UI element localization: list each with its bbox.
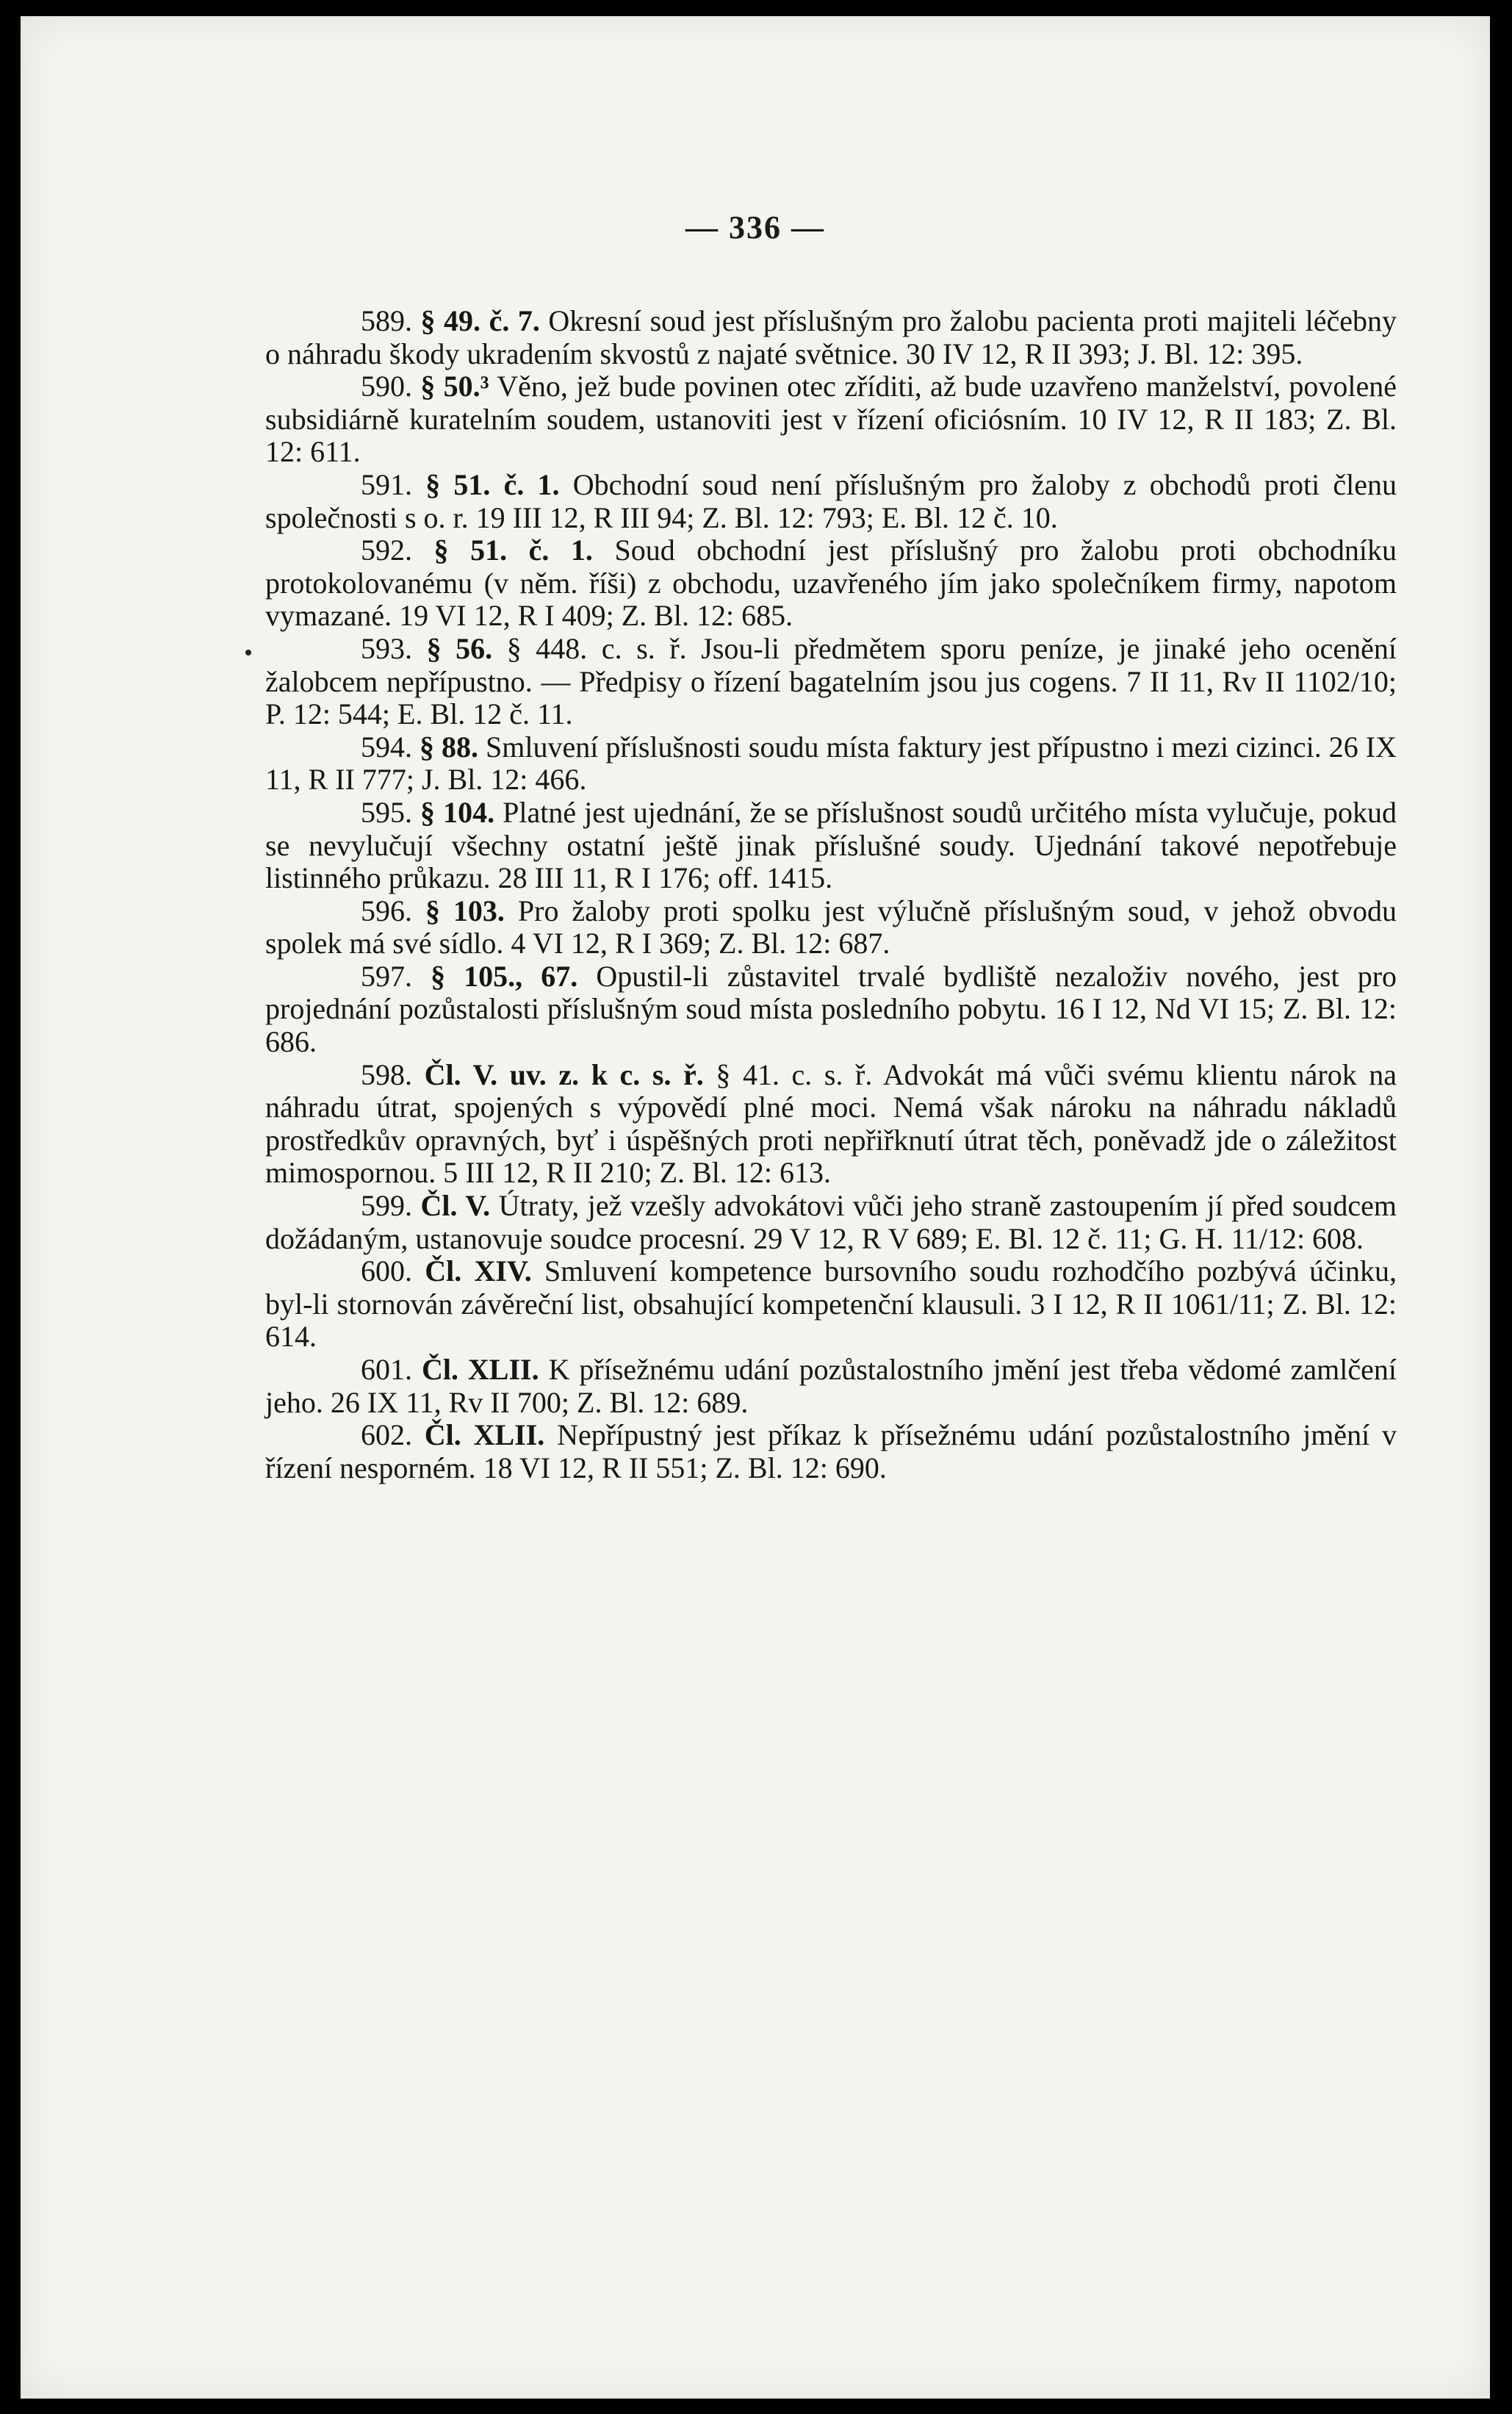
entry-reference: Čl. V. uv. z. k c. s. ř.	[424, 1057, 704, 1091]
entry-text: § 41. c. s. ř. Advokát má vůči svému klientu nárok na náhradu útrat, spojených s výpovědí plné moci. Nemá však nároku na náhradu nákladů prostředkův opravných, byť i úspěšných proti nepřiřknutí útrat těch, poněvadž jde o záležitost mimospornou. 5 III 12, R II 210; Z. Bl. 12: 613.	[265, 1057, 1397, 1190]
entry-594	[265, 731, 1397, 797]
entry-number: 602.	[361, 1418, 412, 1452]
entry-text: Soud obchodní jest příslušný pro žalobu proti obchodníku protokolovanému (v něm. říši) z obchodu, uzavřeného jím jako společníkem firmy, napotom vymazané. 19 VI 12, R I 409; Z. Bl. 12: 685.	[265, 534, 1397, 633]
book-page	[21, 16, 1490, 2399]
entry-number: 591.	[361, 467, 412, 501]
entry-number: 601.	[361, 1353, 412, 1386]
entry-text: K přísežnému udání pozůstalostního jmění jest třeba vědomé zamlčení jeho. 26 IX 11, Rv II 700; Z. Bl. 12: 689.	[265, 1353, 1397, 1419]
entry-reference: § 49. č. 7.	[420, 304, 540, 337]
entry-number: 600.	[361, 1254, 412, 1288]
entry-reference: § 50.³	[420, 370, 489, 403]
entry-reference: § 88.	[420, 730, 479, 764]
entry-reference: § 51. č. 1.	[433, 534, 593, 567]
entry-number: 589.	[361, 304, 412, 337]
entry-number: 595.	[361, 795, 412, 829]
entry-590	[265, 370, 1397, 469]
entry-number: 599.	[361, 1189, 412, 1223]
entry-592	[265, 534, 1397, 633]
margin-mark	[245, 650, 251, 655]
entry-number: 597.	[361, 959, 412, 993]
entry-reference: Čl. XLII.	[424, 1418, 545, 1452]
page-number: — 336 —	[685, 209, 825, 245]
entry-number: 596.	[361, 894, 412, 927]
entry-number: 594.	[361, 730, 412, 764]
entry-reference: Čl. XLII.	[421, 1353, 539, 1386]
entry-text: Obchodní soud není příslušným pro žaloby z obchodů proti členu společnosti s o. r. 19 III 12, R III 94; Z. Bl. 12: 793; E. Bl. 12 č. 10.	[265, 467, 1397, 534]
entry-600	[265, 1255, 1397, 1354]
entry-reference: Čl. XIV.	[425, 1254, 532, 1288]
entry-591	[265, 469, 1397, 534]
entry-text: Pro žaloby proti spolku jest výlučně příslušným soud, v jehož obvodu spolek má své sídlo. 4 VI 12, R I 369; Z. Bl. 12: 687.	[265, 894, 1397, 960]
entry-596	[265, 895, 1397, 960]
entry-593	[265, 633, 1397, 731]
entry-reference: § 56.	[426, 631, 493, 665]
entry-text: Smluvení příslušnosti soudu místa faktury jest přípustno i mezi cizinci. 26 IX 11, R II 777; J. Bl. 12: 466.	[265, 730, 1397, 797]
entry-598	[265, 1059, 1397, 1190]
entry-text: Platné jest ujednání, že se příslušnost soudů určitého místa vylučuje, pokud se nevylučují všechny ostatní ještě jinak příslušné soudy. Ujednání takové nepotřebuje listinného průkazu. 28 III 11, R I 176; off. 1415.	[265, 795, 1397, 895]
entry-text: Smluvení kompetence bursovního soudu rozhodčího pozbývá účinku, byl-li stornován závěreční list, obsahující kompetenční klausuli. 3 I 12, R II 1061/11; Z. Bl. 12: 614.	[265, 1254, 1397, 1354]
entry-602	[265, 1419, 1397, 1484]
entry-reference: § 51. č. 1.	[425, 467, 560, 501]
entry-reference: § 105., 67.	[431, 959, 578, 993]
entry-text: § 448. c. s. ř. Jsou-li předmětem sporu peníze, je jinaké jeho ocenění žalobcem nepřípustno. — Předpisy o řízení bagatelním jsou jus cogens. 7 II 11, Rv II 1102/10; P. 12: 544; E. Bl. 12 č. 11.	[265, 631, 1397, 731]
entry-number: 592.	[361, 534, 412, 567]
entry-reference: § 103.	[425, 894, 505, 927]
entry-595	[265, 797, 1397, 895]
entry-number: 590.	[361, 370, 412, 403]
entry-text: Věno, jež bude povinen otec zříditi, až bude uzavřeno manželství, povolené subsidiárně kuratelním soudem, ustanoviti jest v řízení oficiósním. 10 IV 12, R II 183; Z. Bl. 12: 611.	[265, 370, 1397, 469]
entry-589	[265, 305, 1397, 370]
entry-number: 593.	[361, 631, 412, 665]
entry-reference: Čl. V.	[420, 1189, 491, 1223]
entry-number: 598.	[361, 1057, 412, 1091]
entry-599	[265, 1190, 1397, 1255]
entries-list	[265, 305, 1397, 1484]
entry-text: Okresní soud jest příslušným pro žalobu pacienta proti majiteli léčebny o náhradu škody ukradením skvostů z najaté světnice. 30 IV 12, R II 393; J. Bl. 12: 395.	[265, 304, 1397, 370]
entry-text: Nepřípustný jest příkaz k přísežnému udání pozůstalostního jmění v řízení nesporném. 18 VI 12, R II 551; Z. Bl. 12: 690.	[265, 1418, 1397, 1484]
entry-text: Útraty, jež vzešly advokátovi vůči jeho straně zastoupením jí před soudcem dožádaným, ustanovuje soudce procesní. 29 V 12, R V 689; E. Bl. 12 č. 11; G. H. 11/12: 608.	[265, 1189, 1397, 1255]
entry-text: Opustil-li zůstavitel trvalé bydliště nezaloživ nového, jest pro projednání pozůstalosti příslušným soud místa posledního pobytu. 16 I 12, Nd VI 15; Z. Bl. 12: 686.	[265, 959, 1397, 1059]
entry-597	[265, 960, 1397, 1059]
entry-reference: § 104.	[420, 795, 495, 829]
entry-601	[265, 1354, 1397, 1419]
